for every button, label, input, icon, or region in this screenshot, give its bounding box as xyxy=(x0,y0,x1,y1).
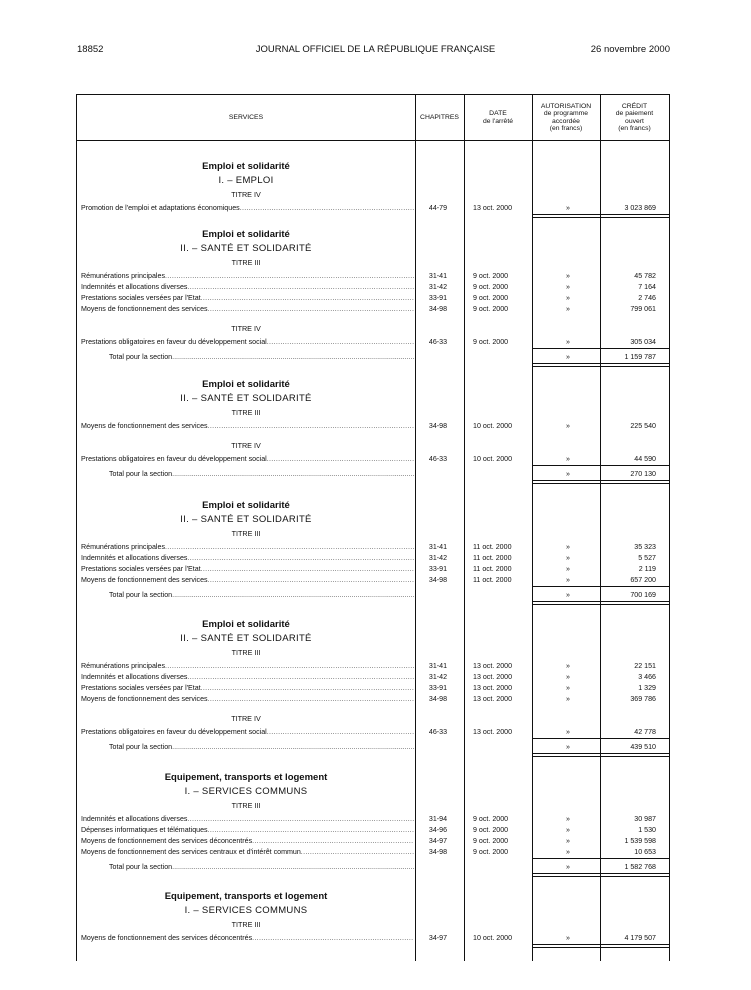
ministry-heading: Emploi et solidarité xyxy=(202,161,290,172)
table-row xyxy=(77,271,669,282)
row-date: 10 oct. 2000 xyxy=(473,422,513,430)
total-autorisation: » xyxy=(566,591,570,599)
column-header-services: SERVICES xyxy=(228,113,264,121)
row-credit: 2 119 xyxy=(638,565,656,573)
total-rule xyxy=(532,480,669,484)
row-label: Moyens de fonctionnement des services déconcentrés ..... xyxy=(81,836,414,847)
row-chapter: 31-94 xyxy=(428,815,448,823)
row-label: Prestations obligatoires en faveur du développement social ..... xyxy=(81,454,414,465)
row-label: Indemnités et allocations diverses ..... xyxy=(81,814,414,825)
row-credit: 4 179 507 xyxy=(624,934,656,942)
table-row xyxy=(77,694,669,705)
total-label xyxy=(109,742,414,753)
row-credit: 22 151 xyxy=(634,662,656,670)
row-autorisation: » xyxy=(566,848,570,856)
row-chapter: 31-42 xyxy=(428,283,448,291)
row-autorisation: » xyxy=(566,422,570,430)
row-autorisation: » xyxy=(566,455,570,463)
total-rule xyxy=(532,944,669,948)
row-credit: 799 061 xyxy=(630,305,656,313)
row-date: 11 oct. 2000 xyxy=(473,554,512,562)
table-row xyxy=(77,553,669,564)
row-autorisation: » xyxy=(566,576,570,584)
table-row xyxy=(77,661,669,672)
row-credit: 1 329 xyxy=(638,684,656,692)
row-date: 13 oct. 2000 xyxy=(473,695,513,703)
row-date: 9 oct. 2000 xyxy=(473,826,509,834)
section-heading: II. – SANTÉ ET SOLIDARITÉ xyxy=(180,393,312,404)
row-chapter: 33-91 xyxy=(428,684,448,692)
row-autorisation: » xyxy=(566,826,570,834)
row-autorisation: » xyxy=(566,272,570,280)
row-chapter: 34-96 xyxy=(428,826,448,834)
total-autorisation: » xyxy=(566,353,570,361)
row-label: Moyens de fonctionnement des services déconcentrés ..... xyxy=(81,933,414,944)
table-row xyxy=(77,337,669,348)
table-row xyxy=(77,836,669,847)
row-autorisation: » xyxy=(566,815,570,823)
row-chapter: 34-98 xyxy=(428,848,448,856)
table-row xyxy=(77,564,669,575)
total-label xyxy=(109,352,414,363)
ministry-heading: Emploi et solidarité xyxy=(202,379,290,390)
ministry-heading: Equipement, transports et logement xyxy=(164,772,328,783)
row-date: 13 oct. 2000 xyxy=(473,662,513,670)
row-label: Indemnités et allocations diverses ..... xyxy=(81,553,414,564)
row-chapter: 44-79 xyxy=(428,204,448,212)
table-row xyxy=(77,542,669,553)
total-credit: 1 582 768 xyxy=(624,863,656,871)
total-credit: 1 159 787 xyxy=(624,353,656,361)
row-credit: 10 653 xyxy=(634,848,656,856)
row-chapter: 31-41 xyxy=(428,272,448,280)
total-row xyxy=(77,742,669,753)
row-autorisation: » xyxy=(566,283,570,291)
row-chapter: 34-98 xyxy=(428,422,448,430)
row-credit: 35 323 xyxy=(634,543,656,551)
table-row xyxy=(77,683,669,694)
total-label-text: Total pour la section ..... xyxy=(109,591,414,599)
row-label: Prestations obligatoires en faveur du développement social ..... xyxy=(81,727,414,738)
row-autorisation: » xyxy=(566,543,570,551)
row-label: Rémunérations principales ..... xyxy=(81,271,414,282)
column-header-autorisation: AUTORISATION de programme accordée (en francs) xyxy=(540,103,592,132)
row-chapter: 34-98 xyxy=(428,576,448,584)
row-label: Moyens de fonctionnement des services ..... xyxy=(81,304,414,315)
row-date: 11 oct. 2000 xyxy=(473,565,512,573)
row-label: Moyens de fonctionnement des services ..... xyxy=(81,421,414,432)
subtotal-rule xyxy=(532,465,669,466)
publication-date: 26 novembre 2000 xyxy=(590,44,670,55)
total-label xyxy=(109,469,414,480)
row-date: 9 oct. 2000 xyxy=(473,848,509,856)
subtotal-rule xyxy=(532,586,669,587)
section-heading: II. – SANTÉ ET SOLIDARITÉ xyxy=(180,243,312,254)
row-credit: 305 034 xyxy=(630,338,656,346)
row-label: Rémunérations principales ..... xyxy=(81,661,414,672)
total-label xyxy=(109,590,414,601)
total-rule xyxy=(532,214,669,218)
titre-heading: TITRE IV xyxy=(231,441,261,450)
row-credit: 5 527 xyxy=(638,554,656,562)
column-header-date: DATE de l'arrêté xyxy=(482,110,513,125)
row-autorisation: » xyxy=(566,934,570,942)
row-credit: 30 987 xyxy=(634,815,656,823)
row-chapter: 34-97 xyxy=(428,934,448,942)
row-credit: 1 530 xyxy=(638,826,656,834)
total-credit: 439 510 xyxy=(630,743,656,751)
table-row xyxy=(77,293,669,304)
row-label: Prestations obligatoires en faveur du développement social ..... xyxy=(81,337,414,348)
table-row xyxy=(77,727,669,738)
row-autorisation: » xyxy=(566,673,570,681)
row-credit: 369 786 xyxy=(630,695,656,703)
row-credit: 3 023 869 xyxy=(624,204,656,212)
total-credit: 270 130 xyxy=(630,470,656,478)
row-date: 13 oct. 2000 xyxy=(473,728,513,736)
row-chapter: 31-41 xyxy=(428,543,448,551)
total-rule xyxy=(532,753,669,757)
ministry-heading: Emploi et solidarité xyxy=(202,619,290,630)
row-label: Rémunérations principales ..... xyxy=(81,542,414,553)
row-label: Indemnités et allocations diverses ..... xyxy=(81,672,414,683)
row-date: 11 oct. 2000 xyxy=(473,543,512,551)
row-autorisation: » xyxy=(566,695,570,703)
table-row xyxy=(77,421,669,432)
row-chapter: 34-98 xyxy=(428,695,448,703)
row-chapter: 34-98 xyxy=(428,305,448,313)
row-autorisation: » xyxy=(566,338,570,346)
total-autorisation: » xyxy=(566,863,570,871)
row-date: 13 oct. 2000 xyxy=(473,204,513,212)
row-credit: 44 590 xyxy=(634,455,656,463)
row-label: Promotion de l'emploi et adaptations économiques ..... xyxy=(81,203,414,214)
section-heading: I. – SERVICES COMMUNS xyxy=(184,905,308,916)
titre-heading: TITRE III xyxy=(231,258,261,267)
row-autorisation: » xyxy=(566,684,570,692)
row-credit: 225 540 xyxy=(630,422,656,430)
row-chapter: 33-91 xyxy=(428,294,448,302)
row-chapter: 46-33 xyxy=(428,338,448,346)
row-credit: 45 782 xyxy=(634,272,656,280)
table-row xyxy=(77,454,669,465)
row-autorisation: » xyxy=(566,554,570,562)
titre-heading: TITRE IV xyxy=(231,190,261,199)
total-label-text: Total pour la section ..... xyxy=(109,743,414,751)
table-row xyxy=(77,672,669,683)
journal-title: JOURNAL OFFICIEL DE LA RÉPUBLIQUE FRANÇAISE xyxy=(255,44,496,55)
titre-heading: TITRE III xyxy=(231,408,261,417)
titre-heading: TITRE IV xyxy=(231,714,261,723)
row-chapter: 31-42 xyxy=(428,673,448,681)
row-label: Prestations sociales versées par l'Etat ..... xyxy=(81,683,414,694)
row-label: Moyens de fonctionnement des services ..... xyxy=(81,575,414,586)
total-rule xyxy=(532,873,669,877)
table-body xyxy=(77,95,669,961)
total-row xyxy=(77,469,669,480)
row-date: 10 oct. 2000 xyxy=(473,455,513,463)
row-label: Moyens de fonctionnement des services ..... xyxy=(81,694,414,705)
row-date: 9 oct. 2000 xyxy=(473,305,509,313)
section-heading: I. – EMPLOI xyxy=(218,175,274,186)
row-label: Dépenses informatiques et télématiques ..... xyxy=(81,825,414,836)
titre-heading: TITRE IV xyxy=(231,324,261,333)
row-date: 9 oct. 2000 xyxy=(473,294,509,302)
row-credit: 7 164 xyxy=(638,283,656,291)
row-credit: 2 746 xyxy=(638,294,656,302)
ministry-heading: Emploi et solidarité xyxy=(202,229,290,240)
row-credit: 3 466 xyxy=(638,673,656,681)
row-label: Moyens de fonctionnement des services centraux et d'intérêt commun ..... xyxy=(81,847,414,858)
titre-heading: TITRE III xyxy=(231,648,261,657)
row-chapter: 31-42 xyxy=(428,554,448,562)
total-rule xyxy=(532,363,669,367)
section-heading: I. – SERVICES COMMUNS xyxy=(184,786,308,797)
subtotal-rule xyxy=(532,738,669,739)
row-chapter: 33-91 xyxy=(428,565,448,573)
row-date: 13 oct. 2000 xyxy=(473,684,513,692)
table-row xyxy=(77,282,669,293)
row-date: 9 oct. 2000 xyxy=(473,283,509,291)
total-row xyxy=(77,352,669,363)
row-autorisation: » xyxy=(566,294,570,302)
table-row xyxy=(77,825,669,836)
section-heading: II. – SANTÉ ET SOLIDARITÉ xyxy=(180,514,312,525)
total-row xyxy=(77,862,669,873)
row-label: Indemnités et allocations diverses ..... xyxy=(81,282,414,293)
total-label-text: Total pour la section ..... xyxy=(109,353,414,361)
row-label: Prestations sociales versées par l'Etat ..... xyxy=(81,564,414,575)
table-row xyxy=(77,814,669,825)
row-date: 10 oct. 2000 xyxy=(473,934,513,942)
row-date: 11 oct. 2000 xyxy=(473,576,512,584)
row-autorisation: » xyxy=(566,204,570,212)
row-date: 9 oct. 2000 xyxy=(473,338,509,346)
row-label: Prestations sociales versées par l'Etat ..... xyxy=(81,293,414,304)
row-date: 9 oct. 2000 xyxy=(473,837,509,845)
total-row xyxy=(77,590,669,601)
row-credit: 42 778 xyxy=(634,728,656,736)
total-autorisation: » xyxy=(566,470,570,478)
row-chapter: 46-33 xyxy=(428,455,448,463)
total-label xyxy=(109,862,414,873)
row-autorisation: » xyxy=(566,662,570,670)
row-autorisation: » xyxy=(566,565,570,573)
titre-heading: TITRE III xyxy=(231,920,261,929)
total-label-text: Total pour la section ..... xyxy=(109,470,414,478)
total-credit: 700 169 xyxy=(630,591,656,599)
row-chapter: 31-41 xyxy=(428,662,448,670)
total-label-text: Total pour la section ..... xyxy=(109,863,414,871)
row-date: 9 oct. 2000 xyxy=(473,815,509,823)
subtotal-rule xyxy=(532,858,669,859)
row-autorisation: » xyxy=(566,837,570,845)
table-row xyxy=(77,933,669,944)
total-rule xyxy=(532,601,669,605)
row-date: 13 oct. 2000 xyxy=(473,673,513,681)
table-row xyxy=(77,304,669,315)
column-header-chapitres: CHAPITRES xyxy=(420,113,459,121)
credits-table xyxy=(76,94,670,961)
row-chapter: 46-33 xyxy=(428,728,448,736)
row-credit: 657 200 xyxy=(630,576,656,584)
row-chapter: 34-97 xyxy=(428,837,448,845)
table-row xyxy=(77,575,669,586)
row-autorisation: » xyxy=(566,728,570,736)
section-heading: II. – SANTÉ ET SOLIDARITÉ xyxy=(180,633,312,644)
titre-heading: TITRE III xyxy=(231,801,261,810)
row-credit: 1 539 598 xyxy=(624,837,656,845)
row-date: 9 oct. 2000 xyxy=(473,272,509,280)
page-number: 18852 xyxy=(77,44,104,55)
ministry-heading: Emploi et solidarité xyxy=(202,500,290,511)
total-autorisation: » xyxy=(566,743,570,751)
row-autorisation: » xyxy=(566,305,570,313)
ministry-heading: Equipement, transports et logement xyxy=(164,891,328,902)
titre-heading: TITRE III xyxy=(231,529,261,538)
column-header-credit: CRÉDIT de paiement ouvert (en francs) xyxy=(615,103,654,132)
subtotal-rule xyxy=(532,348,669,349)
table-row xyxy=(77,203,669,214)
table-row xyxy=(77,847,669,858)
